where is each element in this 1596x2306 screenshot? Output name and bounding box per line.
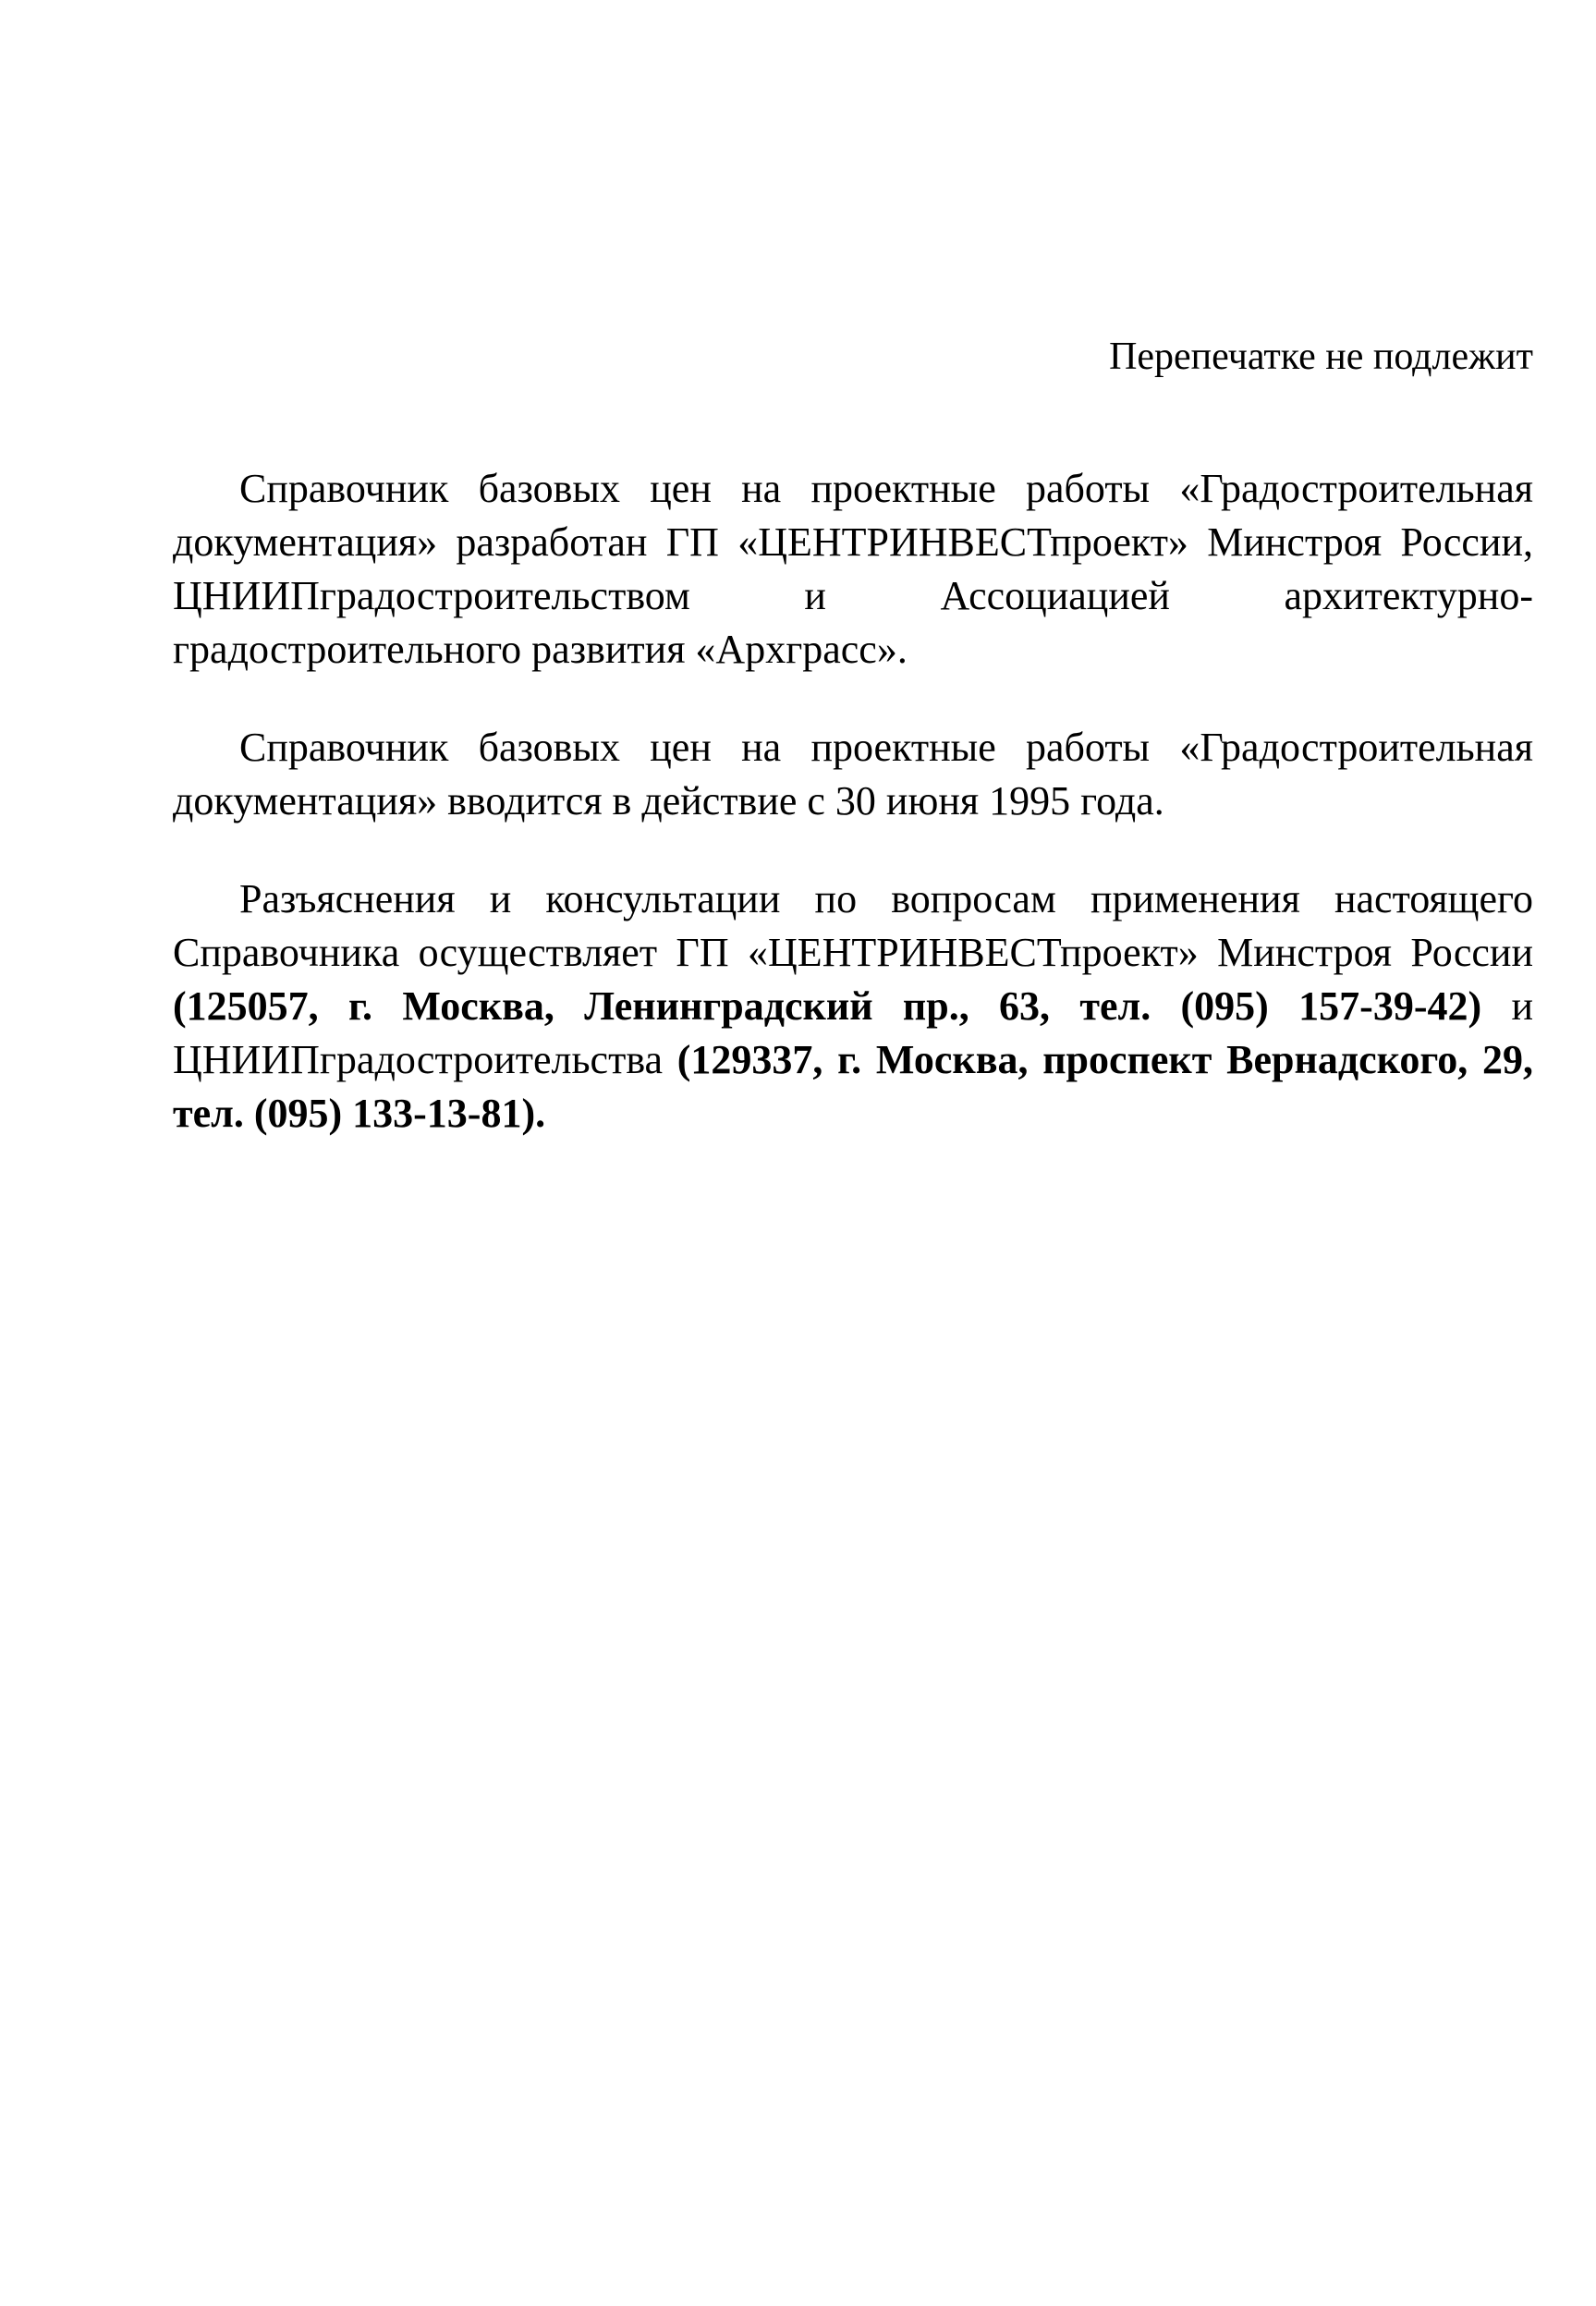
document-body: [173, 462, 1533, 1185]
paragraph-effective-date: Справочник базовых цен на проектные работы «Градостроительная документация» вводится в действие с 30 июня 1995 года.: [173, 725, 1533, 824]
reprint-notice: Перепечатке не подлежит: [1109, 336, 1533, 378]
address-centrinvestproekt: (125057, г. Москва, Ленинградский пр., 63, тел. (095) 157-39-42): [173, 983, 1482, 1029]
consultations-text-2: и ЦНИИПградостроительства: [173, 983, 1533, 1082]
consultations-text-1: Разъяснения и консультации по вопросам применения настоящего Справочника осуществляет ГП «ЦЕНТРИНВЕСТпроект» Минстроя России: [173, 876, 1533, 975]
paragraph-developers: Справочник базовых цен на проектные работы «Градостроительная документация» разработан ГП «ЦЕНТРИНВЕСТпроект» Минстроя России, ЦНИИПградостроительством и Ассоциацией архитектурно-градостроительного развития «Архграсс».: [173, 466, 1533, 672]
address-tsniip: (129337, г. Москва, проспект Вернадского, 29, тел. (095) 133-13-81).: [173, 1037, 1533, 1136]
paragraph-consultations: [173, 872, 1533, 1141]
